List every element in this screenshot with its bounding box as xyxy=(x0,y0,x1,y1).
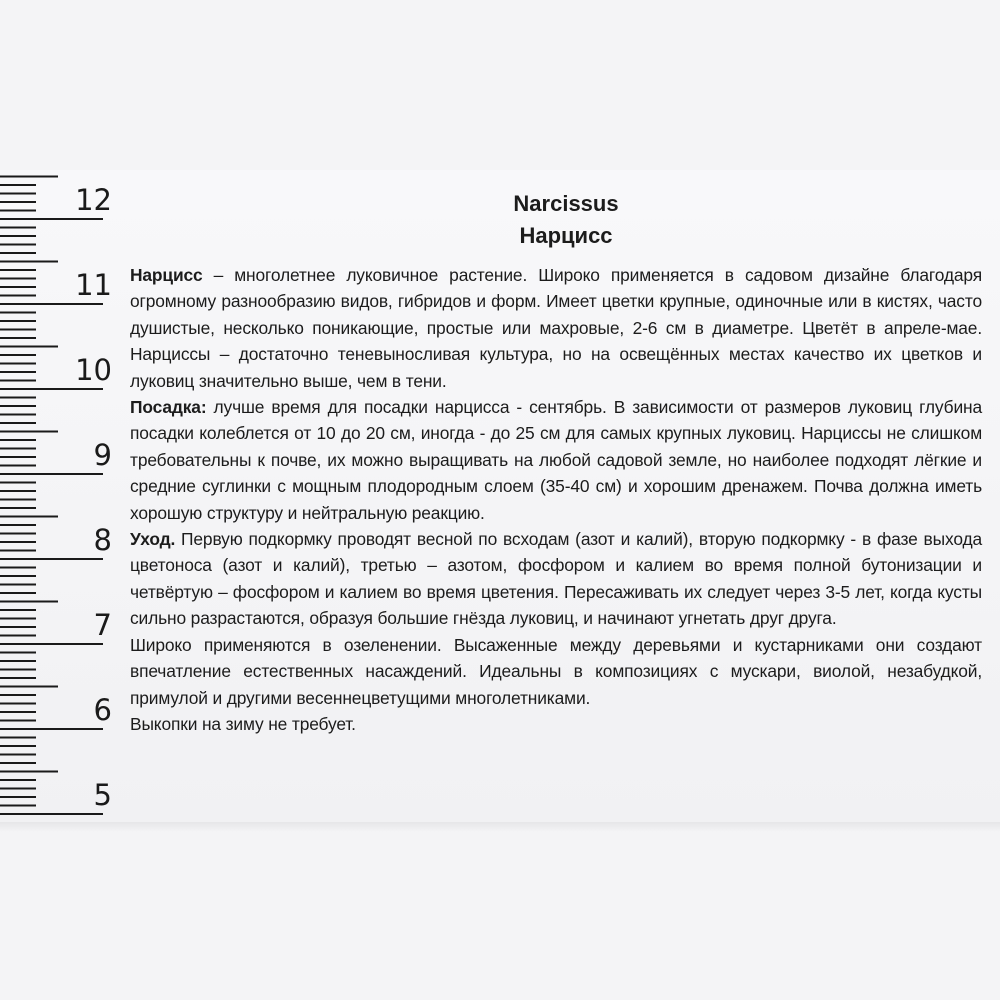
ruler-minor-tick xyxy=(0,252,36,254)
ruler-minor-tick xyxy=(0,269,36,271)
ruler-minor-tick xyxy=(0,507,36,509)
ruler-major-tick xyxy=(0,728,103,730)
lead-planting: Посадка: xyxy=(130,397,207,418)
title-cyrillic: Нарцисс xyxy=(519,223,613,248)
ruler-minor-tick xyxy=(0,711,36,713)
ruler-minor-tick xyxy=(0,737,36,739)
ruler-minor-tick xyxy=(0,754,36,756)
title-latin: Narcissus xyxy=(513,191,619,216)
ruler-minor-tick xyxy=(0,771,58,773)
ruler-minor-tick xyxy=(0,227,36,229)
ruler-minor-tick xyxy=(0,414,36,416)
ruler-minor-tick xyxy=(0,720,36,722)
ruler-minor-tick xyxy=(0,635,36,637)
content xyxy=(130,188,982,737)
ruler-minor-tick xyxy=(0,422,36,424)
ruler-minor-tick xyxy=(0,584,36,586)
ruler-minor-tick xyxy=(0,626,36,628)
ruler-major-tick xyxy=(0,558,103,560)
ruler-minor-tick xyxy=(0,431,58,433)
ruler-minor-tick xyxy=(0,762,36,764)
ruler-minor-tick xyxy=(0,490,36,492)
ruler-label: 6 xyxy=(93,693,112,727)
description xyxy=(130,262,982,737)
ruler-minor-tick xyxy=(0,380,36,382)
text-care: Первую подкормку проводят весной по всходам (азот и калий), вторую подкормку - в фазе выхода цветоноса (азот и калий), третью – азотом, фосфором и калием во время полной бутонизации и четвёртую – фосфором и калием во время цветения. Пересаживать их следует через 3-5 лет, когда кусты сильно разрастаются, образуя большие гнёзда луковиц, и начинают угнетать друг друга. xyxy=(130,529,982,629)
ruler-label: 10 xyxy=(75,353,112,387)
ruler-minor-tick xyxy=(0,439,36,441)
ruler-major-tick xyxy=(0,643,103,645)
ruler-minor-tick xyxy=(0,609,36,611)
ruler-label: 8 xyxy=(93,523,112,557)
ruler-minor-tick xyxy=(0,448,36,450)
ruler-label: 11 xyxy=(75,268,112,302)
ruler-label: 5 xyxy=(93,778,112,812)
ruler-minor-tick xyxy=(0,669,36,671)
lead-care: Уход. xyxy=(130,529,176,550)
ruler-minor-tick xyxy=(0,320,36,322)
ruler xyxy=(0,170,125,825)
ruler-minor-tick xyxy=(0,567,36,569)
ruler-major-tick xyxy=(0,303,103,305)
text-about: – многолетнее луковичное растение. Широко применяется в садовом дизайне благодаря огромному разнообразию видов, гибридов и форм. Имеет цветки крупные, одиночные или в кистях, часто душистые, несколько поникающие, простые или махровые, 2-6 см в диаметре. Цветёт в апреле-мае. Нарциссы – достаточно теневыносливая культура, но на освещённых местах качество их цветков и луковиц значительно выше, чем в тени. xyxy=(130,265,982,391)
ruler-minor-tick xyxy=(0,516,58,518)
ruler-minor-tick xyxy=(0,337,36,339)
ruler-minor-tick xyxy=(0,533,36,535)
ruler-minor-tick xyxy=(0,796,36,798)
ruler-minor-tick xyxy=(0,686,58,688)
ruler-minor-tick xyxy=(0,618,36,620)
ruler-minor-tick xyxy=(0,244,36,246)
paragraph-care xyxy=(130,526,982,632)
ruler-minor-tick xyxy=(0,329,36,331)
ruler-major-tick xyxy=(0,813,103,815)
ruler-minor-tick xyxy=(0,788,36,790)
paragraph-winter xyxy=(130,711,982,737)
ruler-minor-tick xyxy=(0,524,36,526)
ruler-minor-tick xyxy=(0,575,36,577)
ruler-scale xyxy=(0,170,125,825)
ruler-major-tick xyxy=(0,473,103,475)
ruler-minor-tick xyxy=(0,677,36,679)
ruler-minor-tick xyxy=(0,456,36,458)
ruler-label: 7 xyxy=(93,608,112,642)
text-planting: лучше время для посадки нарцисса - сентябрь. В зависимости от размеров луковиц глубина посадки колеблется от 10 до 20 см, иногда - до 25 см для самых крупных луковиц. Нарциссы не слишком требовательны к почве, их можно выращивать на любой садовой земле, но наиболее подходят лёгкие и средние суглинки с мощным плодородным слоем (35-40 см) и хорошим дренажем. Почва должна иметь хорошую структуру и нейтральную реакцию. xyxy=(130,397,982,523)
ruler-label: 9 xyxy=(93,438,112,472)
ruler-major-tick xyxy=(0,388,103,390)
ruler-minor-tick xyxy=(0,499,36,501)
ruler-minor-tick xyxy=(0,660,36,662)
ruler-minor-tick xyxy=(0,193,36,195)
paragraph-about xyxy=(130,262,982,394)
ruler-minor-tick xyxy=(0,354,36,356)
ruler-minor-tick xyxy=(0,363,36,365)
ruler-label: 12 xyxy=(75,183,112,217)
paragraph-planting xyxy=(130,394,982,526)
ruler-minor-tick xyxy=(0,210,36,212)
lead-about: Нарцисс xyxy=(130,265,203,285)
ruler-major-tick xyxy=(0,218,103,220)
ruler-minor-tick xyxy=(0,405,36,407)
text-usage: Широко применяются в озеленении. Высаженные между деревьями и кустарниками они создают впечатление естественных насаждений. Идеальны в композициях с мускари, виолой, незабудкой, примулой и другими весеннецветущими многолетниками. xyxy=(130,634,982,708)
ruler-minor-tick xyxy=(0,541,36,543)
ruler-minor-tick xyxy=(0,278,36,280)
ruler-minor-tick xyxy=(0,601,58,603)
ruler-minor-tick xyxy=(0,235,36,237)
ruler-minor-tick xyxy=(0,201,36,203)
ruler-minor-tick xyxy=(0,295,36,297)
text-winter: Выкопки на зиму не требует. xyxy=(130,713,356,734)
ruler-minor-tick xyxy=(0,184,36,186)
ruler-minor-tick xyxy=(0,779,36,781)
ruler-minor-tick xyxy=(0,805,36,807)
ruler-minor-tick xyxy=(0,397,36,399)
paragraph-usage xyxy=(130,632,982,711)
ruler-minor-tick xyxy=(0,176,58,178)
ruler-minor-tick xyxy=(0,346,58,348)
card-edge xyxy=(0,822,1000,832)
ruler-minor-tick xyxy=(0,592,36,594)
ruler-minor-tick xyxy=(0,550,36,552)
ruler-minor-tick xyxy=(0,312,36,314)
ruler-minor-tick xyxy=(0,261,58,263)
ruler-minor-tick xyxy=(0,286,36,288)
ruler-minor-tick xyxy=(0,482,36,484)
ruler-minor-tick xyxy=(0,745,36,747)
ruler-minor-tick xyxy=(0,652,36,654)
ruler-minor-tick xyxy=(0,371,36,373)
ruler-minor-tick xyxy=(0,694,36,696)
ruler-minor-tick xyxy=(0,465,36,467)
ruler-minor-tick xyxy=(0,703,36,705)
